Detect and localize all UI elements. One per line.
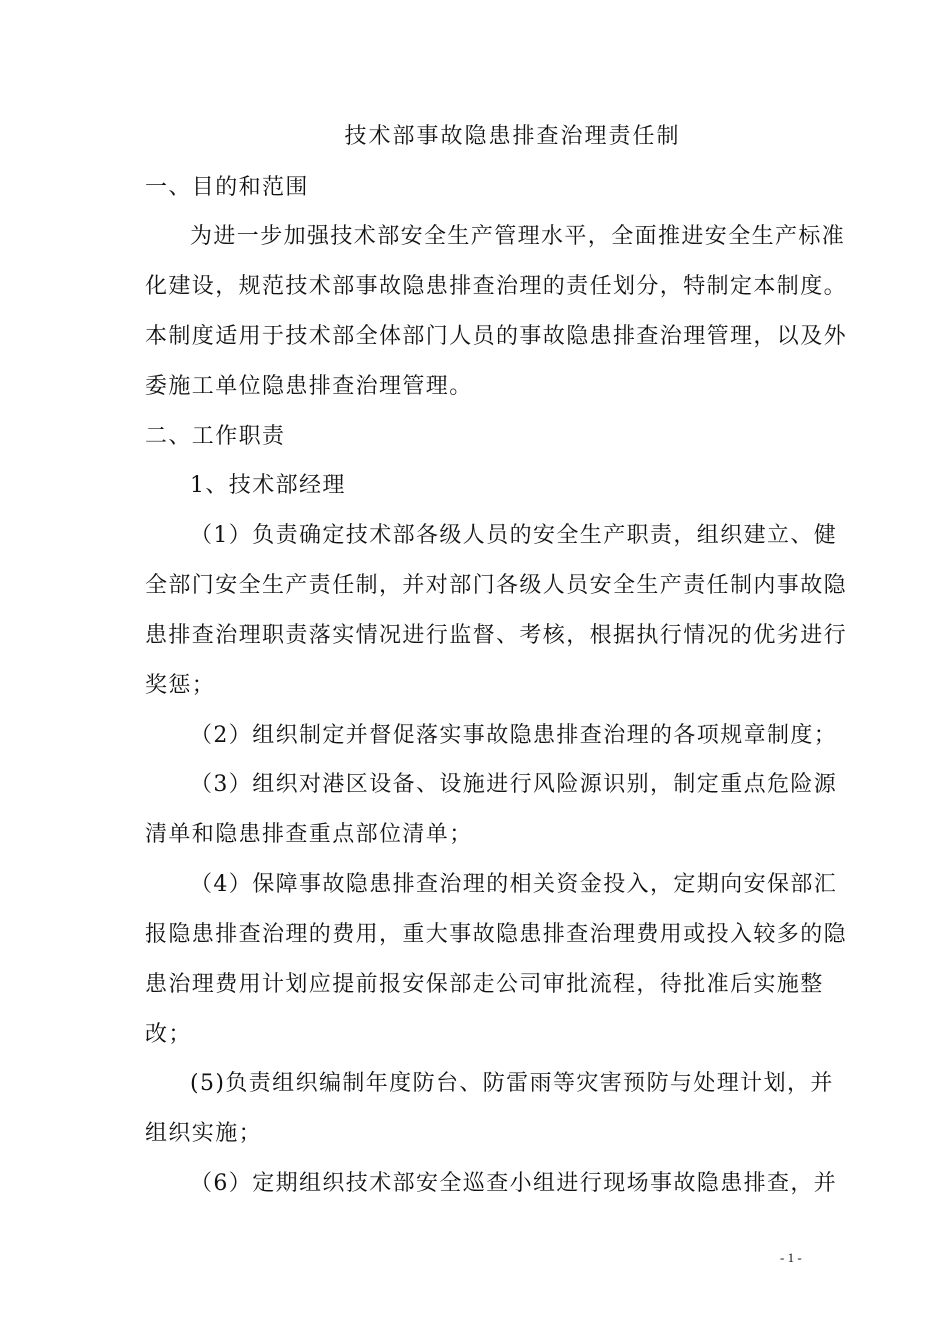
paragraph-line: 报隐患排查治理的费用，重大事故隐患排查治理费用或投入较多的隐: [145, 922, 848, 947]
page-number: - 1 -: [780, 1250, 802, 1265]
paragraph-line: （3）组织对港区设备、设施进行风险源识别，制定重点危险源: [190, 772, 838, 797]
section-heading-duties: 二、工作职责: [145, 424, 286, 449]
paragraph-line: 奖惩；: [145, 673, 216, 698]
paragraph-line: 患治理费用计划应提前报安保部走公司审批流程，待批准后实施整: [145, 972, 824, 997]
paragraph-line: （2）组织制定并督促落实事故隐患排查治理的各项规章制度；: [190, 723, 838, 748]
paragraph-line: （6）定期组织技术部安全巡查小组进行现场事故隐患排查，并: [190, 1171, 838, 1196]
paragraph-line: 改；: [145, 1022, 192, 1047]
paragraph-line: (5)负责组织编制年度防台、防雷雨等灾害预防与处理计划，并: [190, 1071, 834, 1096]
paragraph-line: 全部门安全生产责任制，并对部门各级人员安全生产责任制内事故隐: [145, 573, 848, 598]
paragraph-line: 清单和隐患排查重点部位清单；: [145, 822, 473, 847]
paragraph-line: 委施工单位隐患排查治理管理。: [145, 374, 473, 399]
paragraph-line: 为进一步加强技术部安全生产管理水平，全面推进安全生产标准: [190, 224, 846, 249]
paragraph-line: 患排查治理职责落实情况进行监督、考核，根据执行情况的优劣进行: [145, 623, 848, 648]
section-heading-purpose-scope: 一、目的和范围: [145, 175, 309, 200]
paragraph-line: 组织实施；: [145, 1121, 263, 1146]
document-title: 技术部事故隐患排查治理责任制: [344, 124, 681, 149]
paragraph-line: 本制度适用于技术部全体部门人员的事故隐患排查治理管理，以及外: [145, 324, 848, 349]
paragraph-line: （1）负责确定技术部各级人员的安全生产职责，组织建立、健: [190, 523, 838, 548]
paragraph-line: 化建设，规范技术部事故隐患排查治理的责任划分，特制定本制度。: [145, 274, 848, 299]
paragraph-line: （4）保障事故隐患排查治理的相关资金投入，定期向安保部汇: [190, 872, 838, 897]
subsection-heading-manager: 1、技术部经理: [190, 473, 346, 498]
